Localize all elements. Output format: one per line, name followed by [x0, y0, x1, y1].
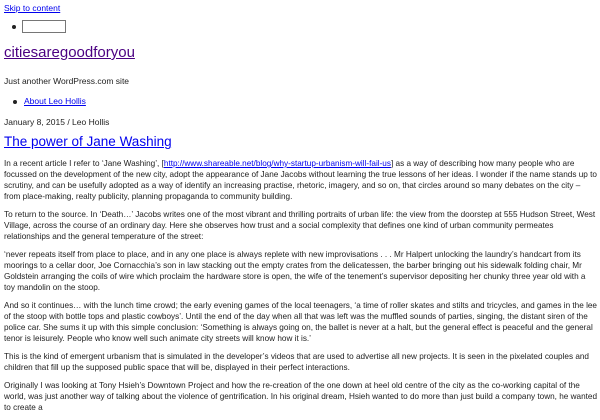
- nav-item-about[interactable]: About Leo Hollis: [24, 96, 86, 106]
- post-content: [4, 158, 598, 420]
- nav-bullet: [13, 100, 17, 104]
- shareable-article-link[interactable]: http://www.shareable.net/blog/why-startup-urbanism-will-fail-us: [163, 159, 391, 168]
- paragraph-5: This is the kind of emergent urbanism that is simulated in the developer’s videos that are used to advertise all new projects. It is seen in the pixelated couples and children that fill up the supposed public space that will be, displayed in their perfect interactions.: [4, 352, 589, 372]
- paragraph-2: To return to the source. In ‘Death…’ Jacobs writes one of the most vibrant and thrilling portraits of urban life: the view from the doorstep at 555 Hudson Street, West Village, across the course of an ordinary day. Here she observes how trust and a social complexity that defines one kind of urban community permeates relationships and the general temperature of the street:: [4, 210, 596, 241]
- post-meta: January 8, 2015 / Leo Hollis: [4, 117, 110, 127]
- paragraph-1: [4, 158, 598, 202]
- search-list-bullet: [12, 25, 16, 29]
- paragraph-4: And so it continues… with the lunch time crowd; the early evening games of the local teenagers, ‘a time of roller skates and stilts and tricycles, and games in the lee of the stoop with bottle tops and plastic cowboys’. Until the end of the day when all that was left was the muffled sounds of parties, singing, the distant siren of the police car. She sums it up with this simple conclusion: ‘Something is always going on, the ballet is never at a halt, but the general effect is peaceful and the general tenor is leisurely. People who know well such animate city streets will know how it is.’: [4, 301, 597, 343]
- site-title[interactable]: citiesaregoodforyou: [4, 44, 135, 61]
- paragraph-6: Originally I was looking at Tony Hsieh’s Downtown Project and how the re-creation of the one down at heel old centre of the city as the co-working capital of the world, was just another way of talking about the violence of gentrification. In his original dream, Hsieh wanted to do more than just build a company town, he wanted to create a: [4, 381, 598, 412]
- search-input[interactable]: [22, 20, 66, 33]
- post-title[interactable]: The power of Jane Washing: [4, 134, 172, 149]
- p1-text-after: ] as a way of describing how many people who are focussed on the development of the new city, adopt the appearance of Jane Jacobs without learning the true lessons of her ideas. I wonder if the name stands up to scrutiny, and can be usefully adopted as a way of identify an increasing practise, rhetoric, imagery, and so on, that circles around so many debates on the city – from place-making, realty publicity, planning propaganda to community building.: [4, 159, 597, 201]
- p1-text-before: In a recent article I refer to ‘Jane Washing’, [: [4, 159, 164, 168]
- skip-to-content-link[interactable]: Skip to content: [4, 3, 61, 13]
- site-tagline: Just another WordPress.com site: [4, 76, 130, 86]
- paragraph-3-quote: ‘never repeats itself from place to place, and in any one place is always replete with new improvisations . . . Mr Halpert unlocking the laundry’s handcart from its moorings to a cellar door, Joe Cornacchia’s son in law stacking out the empty crates from the delicatessen, the barber bringing out his sidewalk folding chair, Mr Goldstein arranging the coils of wire which proclaim the hardware store is open, the wife of the tenement’s supervisor depositing her chunky three year old with a toy mandolin on the stoop.: [4, 250, 586, 292]
